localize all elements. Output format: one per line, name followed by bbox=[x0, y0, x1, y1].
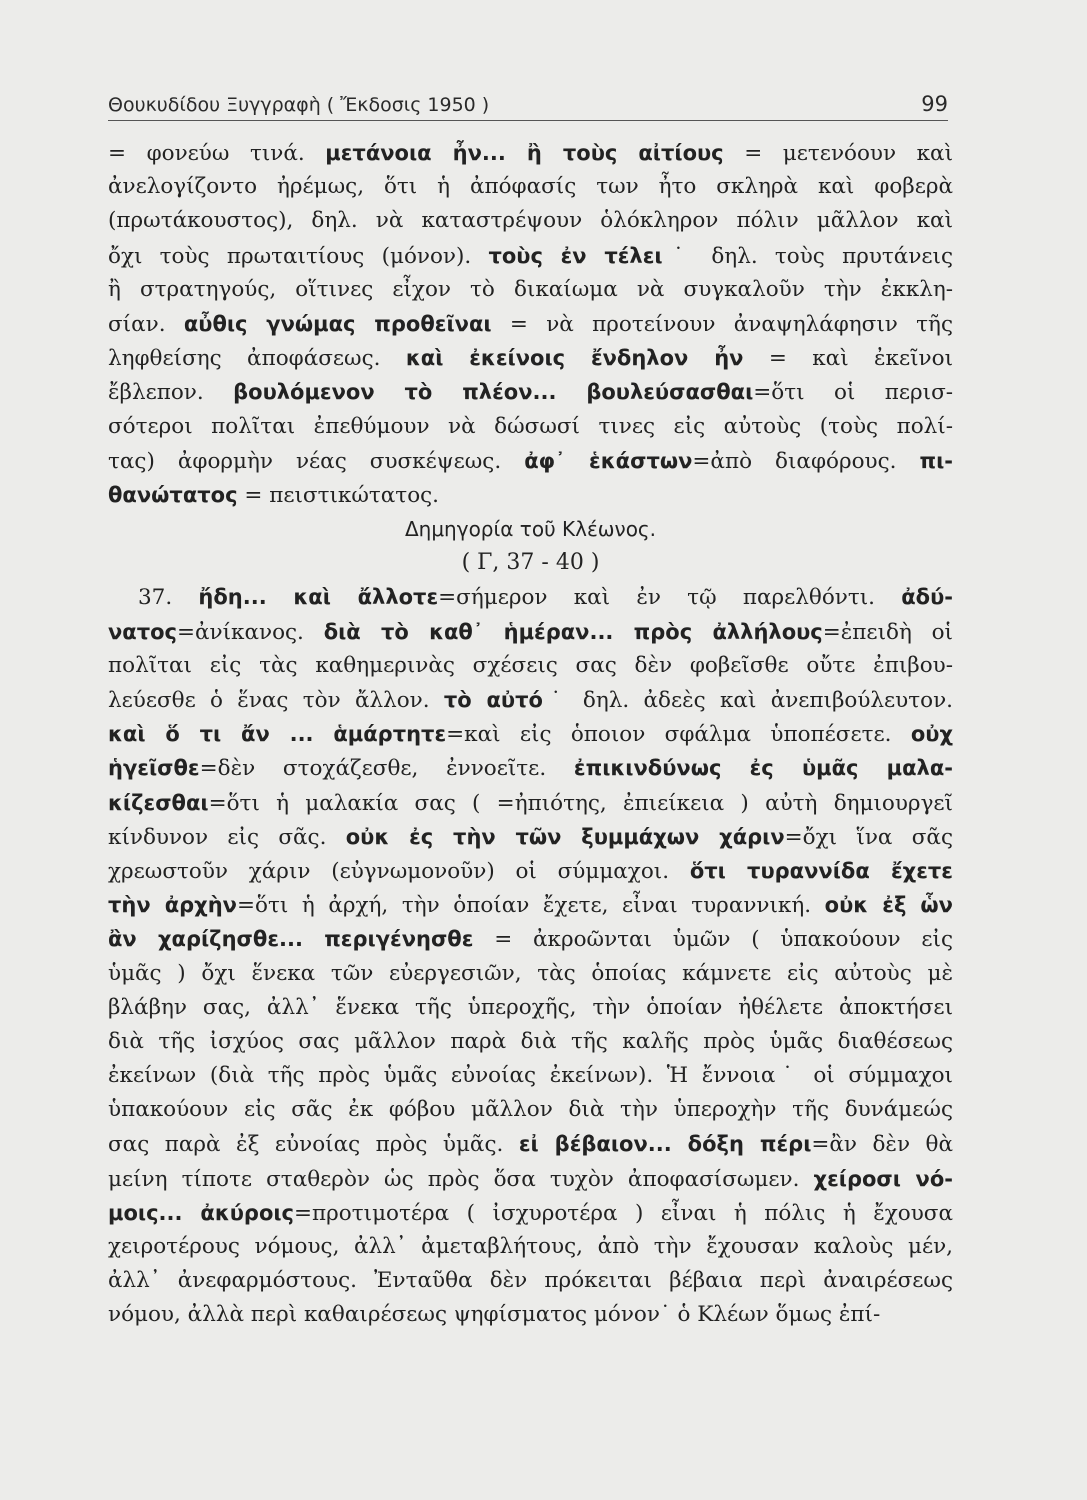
text-line: διὰ τῆς ἰσχύος σας μᾶλλον παρὰ διὰ τῆς καλῆς πρὸς ὑμᾶς διαθέσεως bbox=[108, 1028, 953, 1054]
text-line: ὑπακούουν εἰς σᾶς ἐκ φόβου μᾶλλον διὰ τὴν ὑπεροχὴν τῆς δυνάμεώς bbox=[108, 1097, 953, 1123]
text-line: 37. ἤδη... καὶ ἄλλοτε=σήμερον καὶ ἐν τῷ παρελθόντι. ἀδύ- bbox=[138, 585, 953, 611]
page-body bbox=[108, 136, 953, 1333]
glossed-term: βουλόμενον τὸ πλέον... βουλεύσασθαι bbox=[233, 380, 754, 405]
text-line: ἐκείνων (διὰ τῆς πρὸς ὑμᾶς εὐνοίας ἐκείνων). Ἡ ἔννοια˙ οἱ σύμμαχοι bbox=[108, 1063, 953, 1089]
glossed-term: θανώτατος bbox=[108, 482, 238, 507]
text-line: λεύεσθε ὁ ἕνας τὸν ἄλλον. τὸ αὐτό˙ δηλ. ἀδεὲς καὶ ἀνεπιβούλευτον. bbox=[108, 688, 953, 713]
glossed-term: πι- bbox=[919, 448, 953, 473]
text-line: ὑμᾶς ) ὄχι ἕνεκα τῶν εὐεργεσιῶν, τὰς ὁποίας κάμνετε εἰς αὐτοὺς μὲ bbox=[108, 960, 953, 986]
text-line: χειροτέρους νόμους, ἀλλ᾽ ἀμεταβλήτους, ἀπὸ τὴν ἔχουσαν καλοὺς μέν, bbox=[108, 1234, 953, 1259]
page-number: 99 bbox=[921, 92, 948, 116]
text-line: τὴν ἀρχὴν=ὅτι ἡ ἀρχή, τὴν ὁποίαν ἔχετε, εἶναι τυραννική. οὐκ ἐξ ὧν bbox=[108, 893, 953, 919]
text-line: καὶ ὅ τι ἄν ... ἁμάρτητε=καὶ εἰς ὁποιον σφάλμα ὑποπέσετε. οὐχ bbox=[108, 722, 953, 748]
section-heading: Δημηγορία τοῦ Κλέωνος. bbox=[404, 517, 657, 542]
glossed-term: ἐπικινδύνως ἐς ὑμᾶς μαλα- bbox=[573, 756, 953, 781]
text-line: σίαν. αὖθις γνώμας προθεῖναι = νὰ προτείνουν ἀναψηλάφησιν τῆς bbox=[108, 311, 953, 337]
glossed-term: ἡγεῖσθε bbox=[108, 756, 200, 781]
header-title: Θουκυδίδου Ξυγγραφὴ ( Ἔκδοσις 1950 ) bbox=[108, 94, 490, 116]
glossed-term: νατος bbox=[108, 619, 178, 644]
text-line: κίζεσθαι=ὅτι ἡ μαλακία σας ( =ἠπιότης, ἐπιείκεια ) αὐτὴ δημιουργεῖ bbox=[108, 790, 953, 816]
text-line: κίνδυνον εἰς σᾶς. οὐκ ἐς τὴν τῶν ξυμμάχων χάριν=ὄχι ἵνα σᾶς bbox=[108, 824, 953, 850]
text-line: ἀλλ᾽ ἀνεφαρμόστους. Ἐνταῦθα δὲν πρόκειται βέβαια περὶ ἀναιρέσεως bbox=[108, 1268, 953, 1294]
text-line: σας παρὰ ἐξ εὐνοίας πρὸς ὑμᾶς. εἰ βέβαιον... δόξη πέρι=ἂν δὲν θὰ bbox=[108, 1132, 953, 1158]
text-line: μοις... ἀκύροις=προτιμοτέρα ( ἰσχυροτέρα ) εἶναι ἡ πόλις ἡ ἔχουσα bbox=[108, 1200, 953, 1226]
text-line: ὄχι τοὺς πρωταιτίους (μόνον). τοὺς ἐν τέλει˙ δηλ. τοὺς πρυτάνεις bbox=[108, 243, 953, 269]
text-line: νατος=ἀνίκανος. διὰ τὸ καθ᾽ ἡμέραν... πρὸς ἀλλήλους=ἐπειδὴ οἱ bbox=[108, 619, 953, 645]
glossed-term: χείροσι νό- bbox=[813, 1166, 953, 1191]
glossed-term: μετάνοια ἦν... ἢ τοὺς αἰτίους bbox=[325, 141, 724, 165]
glossed-term: διὰ τὸ καθ᾽ ἡμέραν... πρὸς ἀλλήλους bbox=[323, 619, 823, 644]
glossed-term: τὴν ἀρχὴν bbox=[108, 893, 237, 918]
glossed-term: ἀφ᾽ ἑκάστων bbox=[524, 448, 693, 473]
text-line: χρεωστοῦν χάριν (εὐγνωμονοῦν) οἱ σύμμαχοι. ὅτι τυραννίδα ἔχετε bbox=[108, 858, 953, 884]
glossed-term: κίζεσθαι bbox=[108, 790, 209, 815]
glossed-term: τοὺς ἐν τέλει bbox=[488, 243, 663, 268]
text-line: ἀνελογίζοντο ἠρέμως, ὅτι ἡ ἀπόφασίς των ἦτο σκληρὰ καὶ φοβερὰ bbox=[108, 174, 953, 200]
text-line: σότεροι πολῖται ἐπεθύμουν νὰ δώσωσί τινες εἰς αὐτοὺς (τοὺς πολί- bbox=[108, 413, 953, 439]
glossed-term: ἂν χαρίζησθε... περιγένησθε bbox=[108, 927, 474, 952]
text-line: ληφθείσης ἀποφάσεως. καὶ ἐκείνοις ἔνδηλον ἦν = καὶ ἐκεῖνοι bbox=[108, 346, 953, 372]
text-line: ἡγεῖσθε=δὲν στοχάζεσθε, ἐννοεῖτε. ἐπικινδύνως ἐς ὑμᾶς μαλα- bbox=[108, 756, 953, 782]
glossed-term: ἀδύ- bbox=[901, 585, 953, 610]
running-header bbox=[108, 92, 948, 121]
glossed-term: ὅτι τυραννίδα ἔχετε bbox=[689, 858, 953, 883]
text-line: ἔβλεπον. βουλόμενον τὸ πλέον... βουλεύσασθαι=ὅτι οἱ περισ- bbox=[108, 380, 953, 406]
text-line: πολῖται εἰς τὰς καθημερινὰς σχέσεις σας δὲν φοβεῖσθε οὔτε ἐπιβου- bbox=[108, 652, 953, 678]
glossed-term: καὶ ἐκείνοις ἔνδηλον ἦν bbox=[405, 346, 744, 371]
glossed-term: οὐκ ἐξ ὧν bbox=[824, 893, 953, 918]
text-line: τας) ἀφορμὴν νέας συσκέψεως. ἀφ᾽ ἑκάστων=ἀπὸ διαφόρους. πι- bbox=[108, 448, 953, 474]
glossed-term: μοις... ἀκύροις bbox=[108, 1200, 295, 1225]
text-line: = φονεύω τινά. μετάνοια ἦν... ἢ τοὺς αἰτίους = μετενόουν καὶ bbox=[108, 141, 953, 166]
glossed-term: εἰ βέβαιον... δόξη πέρι bbox=[518, 1132, 812, 1157]
glossed-term: καὶ ὅ τι ἄν ... ἁμάρτητε bbox=[108, 722, 447, 747]
text-line: (πρωτάκουστος), δηλ. νὰ καταστρέψουν ὁλόκληρον πόλιν μᾶλλον καὶ bbox=[108, 208, 953, 234]
glossed-term: αὖθις γνώμας προθεῖναι bbox=[183, 311, 492, 336]
text-line: θανώτατος = πειστικώτατος. bbox=[108, 482, 440, 508]
glossed-term: οὐκ ἐς τὴν τῶν ξυμμάχων χάριν bbox=[345, 824, 785, 849]
glossed-term: οὐχ bbox=[910, 722, 953, 747]
text-line: ἢ στρατηγούς, οἵτινες εἶχον τὸ δικαίωμα νὰ συγκαλοῦν τὴν ἐκκλη- bbox=[108, 276, 953, 302]
text-line: μείνη τίποτε σταθερὸν ὡς πρὸς ὅσα τυχὸν ἀποφασίσωμεν. χείροσι νό- bbox=[108, 1166, 953, 1192]
section-reference: ( Γ, 37 - 40 ) bbox=[461, 550, 600, 576]
glossed-term: τὸ αὐτό bbox=[443, 688, 543, 712]
text-line: ἂν χαρίζησθε... περιγένησθε = ἀκροῶνται ὑμῶν ( ὑπακούουν εἰς bbox=[108, 927, 953, 953]
glossed-term: ἤδη... καὶ ἄλλοτε bbox=[198, 585, 439, 610]
text-line: βλάβην σας, ἀλλ᾽ ἕνεκα τῆς ὑπεροχῆς, τὴν ὁποίαν ἠθέλετε ἀποκτήσει bbox=[108, 994, 953, 1020]
text-line: νόμου, ἀλλὰ περὶ καθαιρέσεως ψηφίσματος μόνον˙ ὁ Κλέων ὅμως ἐπί- bbox=[108, 1302, 881, 1328]
